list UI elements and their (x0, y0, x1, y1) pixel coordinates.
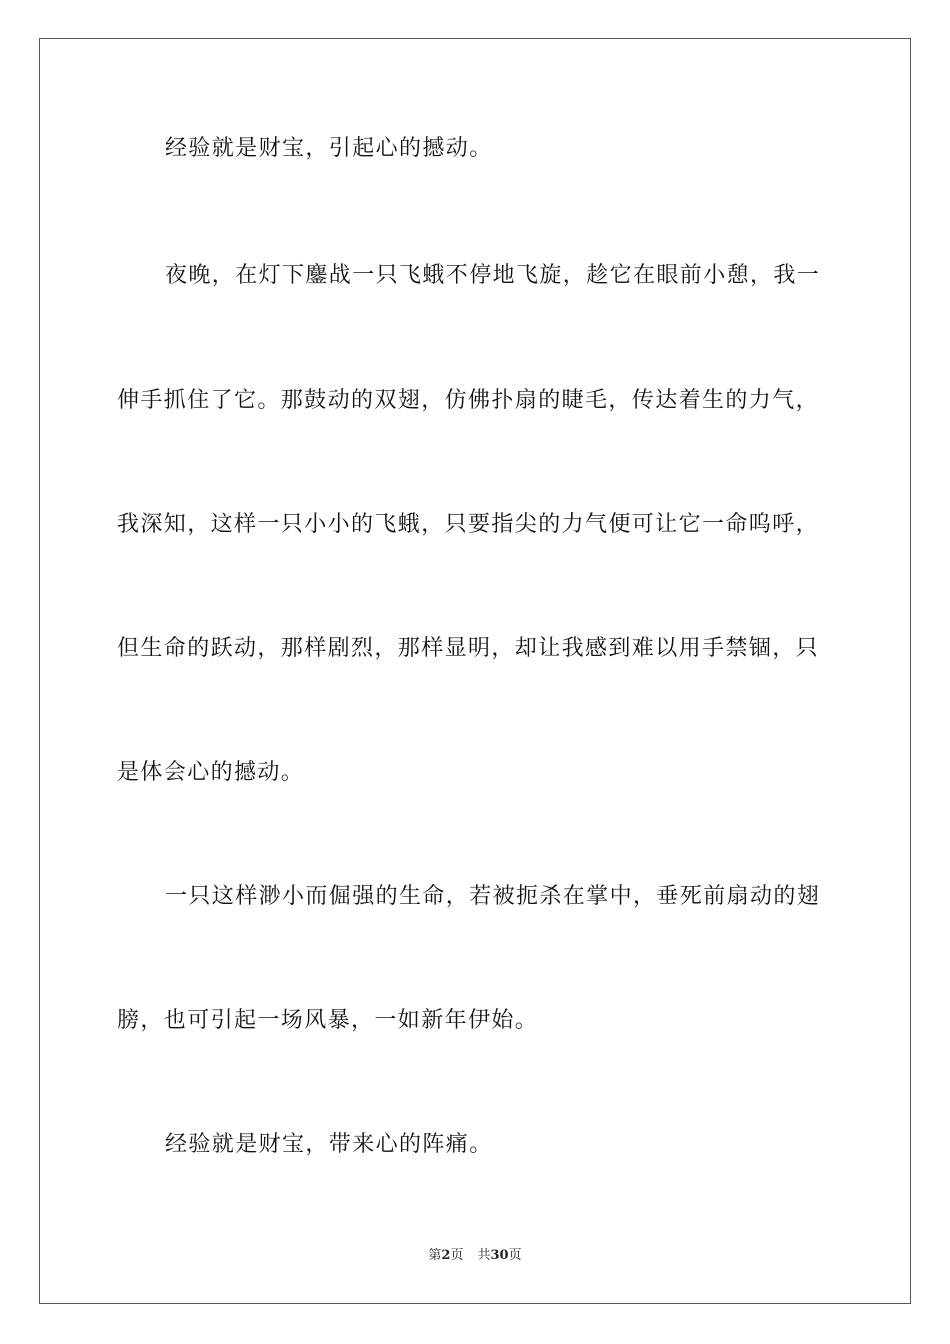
paragraph-line: 一只这样渺小而倔强的生命，若被扼杀在掌中，垂死前扇动的翅 (165, 884, 821, 909)
paragraph-line: 我深知，这样一只小小的飞蛾，只要指尖的力气便可让它一命呜呼， (117, 512, 820, 537)
paragraph-line: 但生命的跃动，那样剧烈，那样显明，却让我感到难以用手禁锢，只 (117, 636, 820, 661)
paragraph-line: 经验就是财宝，引起心的撼动。 (165, 136, 493, 161)
total-label-prefix: 共 (477, 1248, 491, 1263)
total-label-suffix: 页 (508, 1248, 522, 1263)
page-label-suffix: 页 (450, 1248, 464, 1263)
current-page-number: 2 (441, 1248, 451, 1263)
paragraph-line: 是体会心的撼动。 (117, 760, 305, 785)
page-label-prefix: 第 (428, 1248, 442, 1263)
page-border (39, 38, 911, 1304)
total-page-count: 30 (490, 1248, 509, 1263)
page-footer (0, 1248, 950, 1264)
paragraph-line: 伸手抓住了它。那鼓动的双翅，仿佛扑扇的睫毛，传达着生的力气， (117, 388, 820, 413)
paragraph-line: 膀，也可引起一场风暴，一如新年伊始。 (117, 1008, 539, 1033)
paragraph-line: 经验就是财宝，带来心的阵痛。 (165, 1132, 493, 1157)
paragraph-line: 夜晚，在灯下鏖战一只飞蛾不停地飞旋，趁它在眼前小憩，我一 (165, 263, 821, 288)
